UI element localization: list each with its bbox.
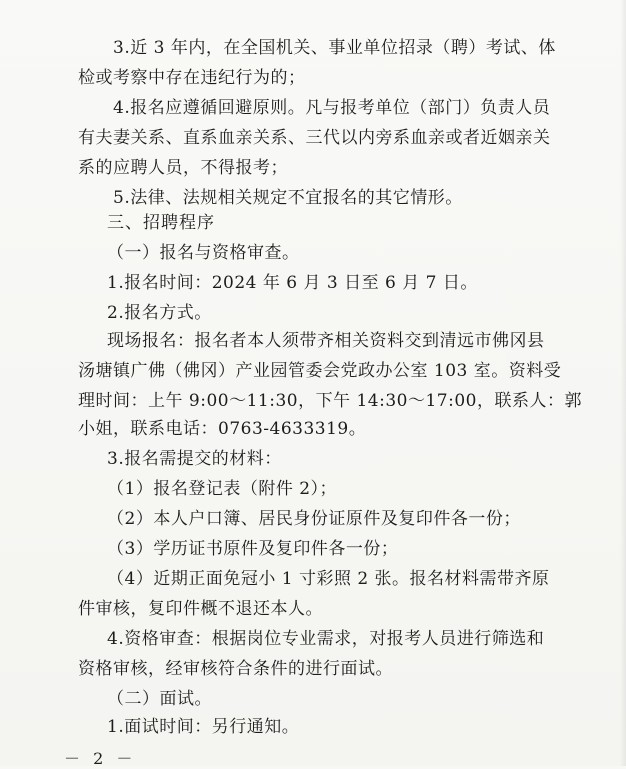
text-line: 汤塘镇广佛（佛冈）产业园管委会党政办公室 103 室。资料受	[78, 361, 562, 381]
text-line: 资格审核，经审核符合条件的进行面试。	[78, 659, 393, 679]
subsection-heading: （二）面试。	[107, 689, 212, 709]
list-item: （2）本人户口簿、居民身份证原件及复印件各一份；	[107, 509, 521, 529]
text-line: 小姐，联系电话：0763-4633319。	[78, 419, 367, 439]
section-heading: 三、招聘程序	[107, 213, 215, 233]
text-line: 4.报名应遵循回避原则。凡与报考单位（部门）负责人员	[113, 98, 551, 118]
text-line: 件审核，复印件概不退还本人。	[78, 599, 323, 619]
list-item: （1）报名登记表（附件 2）；	[107, 479, 338, 499]
text-line: 1.面试时间：另行通知。	[107, 717, 300, 737]
text-line: 3.近 3 年内，在全国机关、事业单位招录（聘）考试、体	[113, 38, 556, 58]
text-line: 2.报名方式。	[107, 303, 212, 323]
text-line: 理时间：上午 9:00～11:30，下午 14:30～17:00，联系人：郭	[78, 391, 582, 411]
list-item: （4）近期正面免冠小 1 寸彩照 2 张。报名材料需带齐原	[107, 569, 550, 589]
page-number: － 2 －	[64, 749, 137, 768]
text-line: 1.报名时间：2024 年 6 月 3 日至 6 月 7 日。	[107, 273, 478, 293]
text-line: 现场报名：报名者本人须带齐相关资料交到清远市佛冈县	[107, 331, 545, 351]
text-line: 系的应聘人员，不得报考；	[78, 158, 288, 178]
text-line: 4.资格审查：根据岗位专业需求，对报考人员进行筛选和	[107, 629, 545, 649]
text-line: 检或考察中存在违纪行为的；	[78, 68, 306, 88]
text-line: 有夫妻关系、直系血亲关系、三代以内旁系血亲或者近姻亲关	[78, 128, 551, 148]
text-line: 5.法律、法规相关规定不宜报名的其它情形。	[113, 188, 463, 208]
list-item: （3）学历证书原件及复印件各一份；	[107, 539, 399, 559]
page-edge-shadow	[620, 0, 626, 766]
subsection-heading: （一）报名与资格审查。	[107, 243, 300, 263]
text-line: 3.报名需提交的材料：	[107, 449, 282, 469]
